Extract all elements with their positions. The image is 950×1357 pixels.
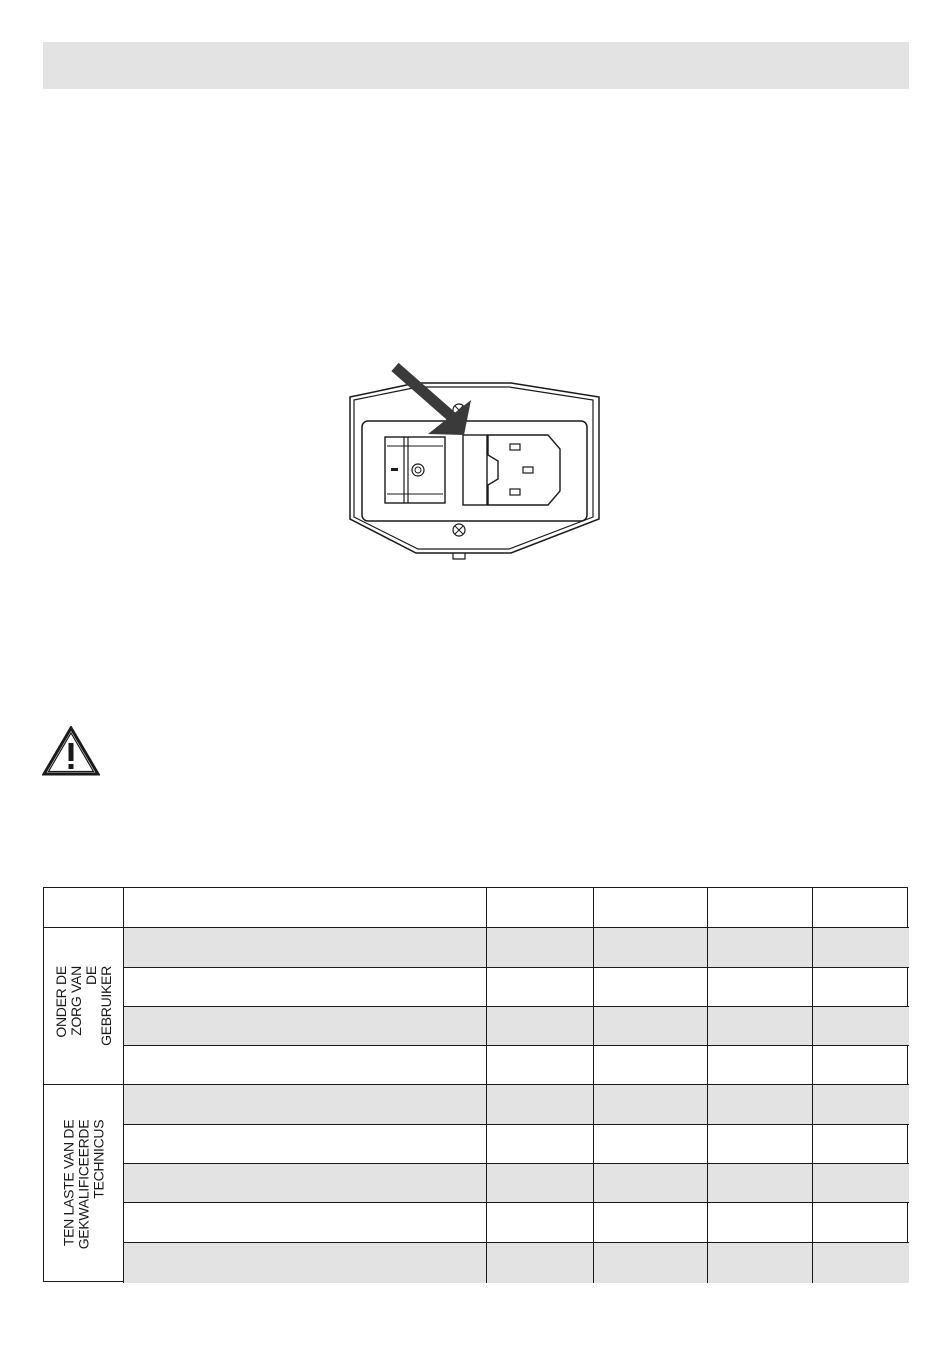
table-cell — [813, 1243, 909, 1283]
table-cell — [124, 1007, 487, 1046]
group-label-technician-text: TEN LASTE VAN DE GEKWALIFICEERDE TECHNICUS — [60, 1119, 106, 1249]
table-cell — [708, 1203, 813, 1243]
table-header-cell — [487, 888, 594, 928]
table-cell — [813, 1085, 909, 1125]
maintenance-table-grid — [44, 888, 907, 1281]
table-cell — [813, 1164, 909, 1203]
table-cell — [487, 1203, 594, 1243]
table-header-cell — [44, 888, 124, 928]
table-cell — [124, 1164, 487, 1203]
table-cell — [124, 928, 487, 968]
group-label-user-text: ONDER DE ZORG VAN DE GEBRUIKER — [52, 966, 114, 1046]
table-cell — [124, 968, 487, 1007]
table-cell — [487, 1243, 594, 1283]
table-cell — [813, 1007, 909, 1046]
table-cell — [124, 1243, 487, 1283]
table-cell — [594, 1007, 708, 1046]
table-cell — [594, 1203, 708, 1243]
warning-triangle-icon — [42, 726, 100, 776]
table-cell — [487, 928, 594, 968]
table-cell — [594, 1125, 708, 1164]
table-cell — [594, 1164, 708, 1203]
table-cell — [708, 928, 813, 968]
table-cell — [487, 1085, 594, 1125]
table-cell — [708, 1243, 813, 1283]
table-cell — [487, 1125, 594, 1164]
table-cell — [813, 1046, 909, 1085]
table-cell — [487, 968, 594, 1007]
table-cell — [708, 1046, 813, 1085]
table-cell — [124, 1085, 487, 1125]
table-header-cell — [594, 888, 708, 928]
table-cell — [708, 968, 813, 1007]
group-label-technician — [44, 1085, 124, 1283]
power-inlet-switch-figure — [340, 355, 610, 570]
table-header-cell — [813, 888, 909, 928]
table-cell — [487, 1007, 594, 1046]
table-cell — [487, 1164, 594, 1203]
arrow-down-right-icon — [395, 367, 471, 435]
table-cell — [813, 928, 909, 968]
table-cell — [594, 1046, 708, 1085]
table-cell — [708, 1007, 813, 1046]
table-cell — [594, 1085, 708, 1125]
table-cell — [594, 1243, 708, 1283]
table-header-cell — [124, 888, 487, 928]
table-cell — [124, 1203, 487, 1243]
table-cell — [813, 968, 909, 1007]
table-cell — [124, 1046, 487, 1085]
table-header-cell — [708, 888, 813, 928]
table-cell — [708, 1164, 813, 1203]
table-cell — [487, 1046, 594, 1085]
section-header-bar — [43, 42, 909, 89]
group-label-user — [44, 928, 124, 1085]
table-cell — [124, 1125, 487, 1164]
screw-icon — [453, 524, 465, 536]
table-cell — [813, 1125, 909, 1164]
table-cell — [813, 1203, 909, 1243]
table-cell — [708, 1125, 813, 1164]
table-cell — [594, 928, 708, 968]
table-cell — [594, 968, 708, 1007]
maintenance-table — [43, 887, 908, 1282]
table-cell — [708, 1085, 813, 1125]
